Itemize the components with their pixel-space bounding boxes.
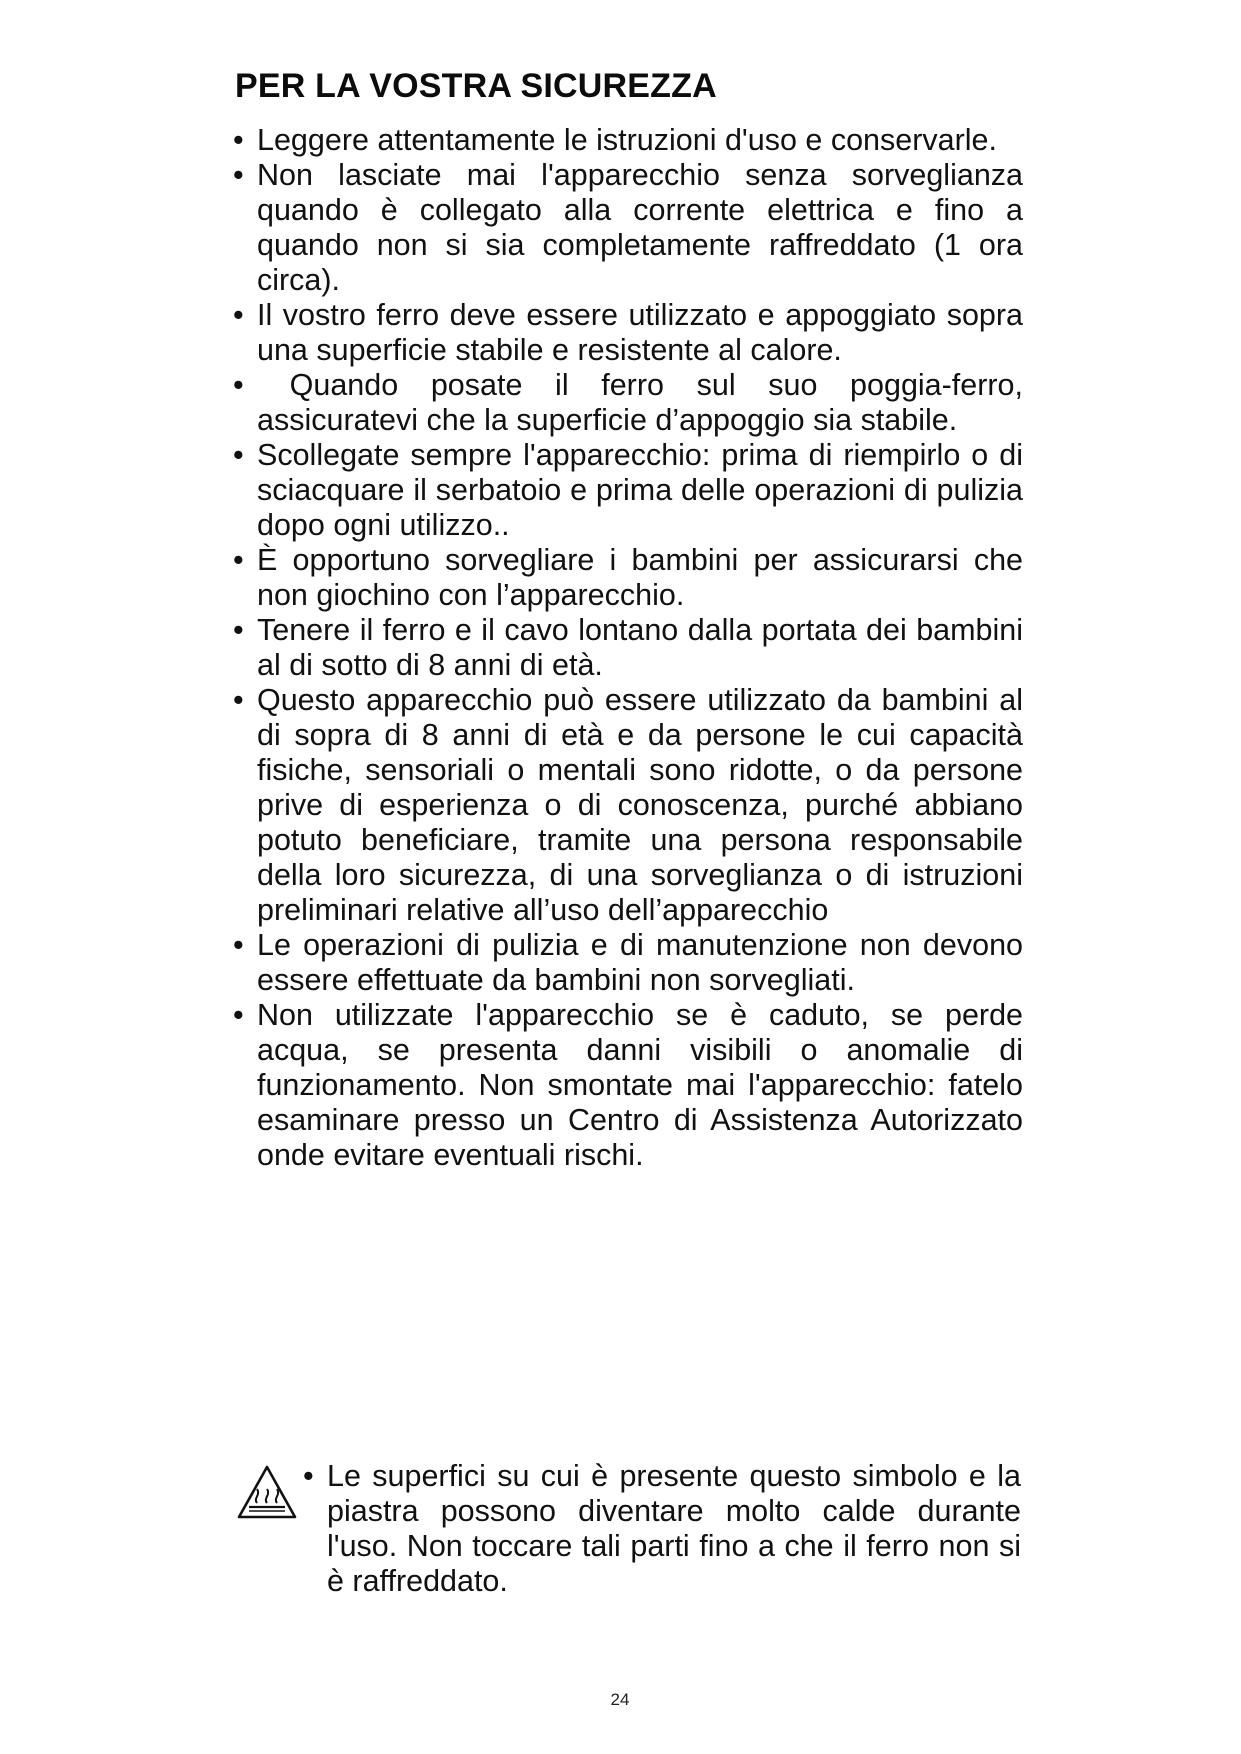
bullet-icon: • <box>233 438 244 472</box>
list-item-text: Scollegate sempre l'apparecchio: prima di riempirlo o di sciacquare il serbatoio e prima delle operazioni di pulizia dopo ogni utilizzo.. <box>257 438 1023 542</box>
warning-text: Le superfici su cui è presente questo simbolo e la piastra possono diventare molto calde durante l'uso. Non toccare tali parti fino a che il ferro non si è raffreddato. <box>327 1459 1021 1598</box>
warning-item <box>303 1459 1021 1599</box>
list-item-text: È opportuno sorvegliare i bambini per assicurarsi che non giochino con l’apparecchio. <box>257 543 1023 612</box>
list-item-text: Non utilizzate l'apparecchio se è caduto, se perde acqua, se presenta danni visibili o anomalie di funzionamento. Non smontate mai l'apparecchio: fatelo esaminare presso un Centro di Assistenza Autorizzato onde evitare eventuali rischi. <box>257 998 1023 1172</box>
list-item <box>233 998 1023 1173</box>
list-item-text: Quando posate il ferro sul suo poggia-ferro, assicuratevi che la superficie d’appoggio sia stabile. <box>257 368 1032 437</box>
list-item <box>233 613 1023 683</box>
bullet-icon: • <box>233 368 244 402</box>
bullet-icon: • <box>233 613 244 647</box>
bullet-icon: • <box>233 298 244 332</box>
list-item-text: Il vostro ferro deve essere utilizzato e appoggiato sopra una superficie stabile e resistente al calore. <box>257 298 1023 367</box>
list-item <box>233 438 1023 543</box>
bullet-icon: • <box>233 123 244 157</box>
bullet-icon: • <box>233 928 244 962</box>
hot-surface-warning-icon <box>237 1465 297 1519</box>
list-item <box>233 683 1023 928</box>
list-item <box>233 543 1023 613</box>
section-title: PER LA VOSTRA SICUREZZA <box>235 67 717 105</box>
list-item <box>233 928 1023 998</box>
bullet-icon: • <box>303 1459 314 1493</box>
bullet-icon: • <box>233 158 244 192</box>
list-item-text: Non lasciate mai l'apparecchio senza sorveglianza quando è collegato alla corrente elettrica e fino a quando non si sia completamente raffreddato (1 ora circa). <box>257 158 1023 297</box>
bullet-icon: • <box>233 543 244 577</box>
safety-instructions-list <box>233 123 1032 1173</box>
list-item-text: Tenere il ferro e il cavo lontano dalla portata dei bambini al di sotto di 8 anni di età. <box>257 613 1023 682</box>
list-item <box>233 158 1023 298</box>
list-item <box>233 123 1023 158</box>
page-number: 24 <box>610 1690 630 1709</box>
list-item-text: Questo apparecchio può essere utilizzato da bambini al di sopra di 8 anni di età e da persone le cui capacità fisiche, sensoriali o mentali sono ridotte, o da persone prive di esperienza o di conoscenza, purché abbiano potuto beneficiare, tramite una persona responsabile della loro sicurezza, di una sorveglianza o di istruzioni preliminari relative all’uso dell’apparecchio <box>257 683 1023 927</box>
list-item <box>233 368 1032 438</box>
list-item-text: Le operazioni di pulizia e di manutenzione non devono essere effettuate da bambini non sorvegliati. <box>257 928 1023 997</box>
list-item-text: Leggere attentamente le istruzioni d'uso e conservarle. <box>257 123 997 157</box>
bullet-icon: • <box>233 998 244 1032</box>
list-item <box>233 298 1023 368</box>
bullet-icon: • <box>233 683 244 717</box>
